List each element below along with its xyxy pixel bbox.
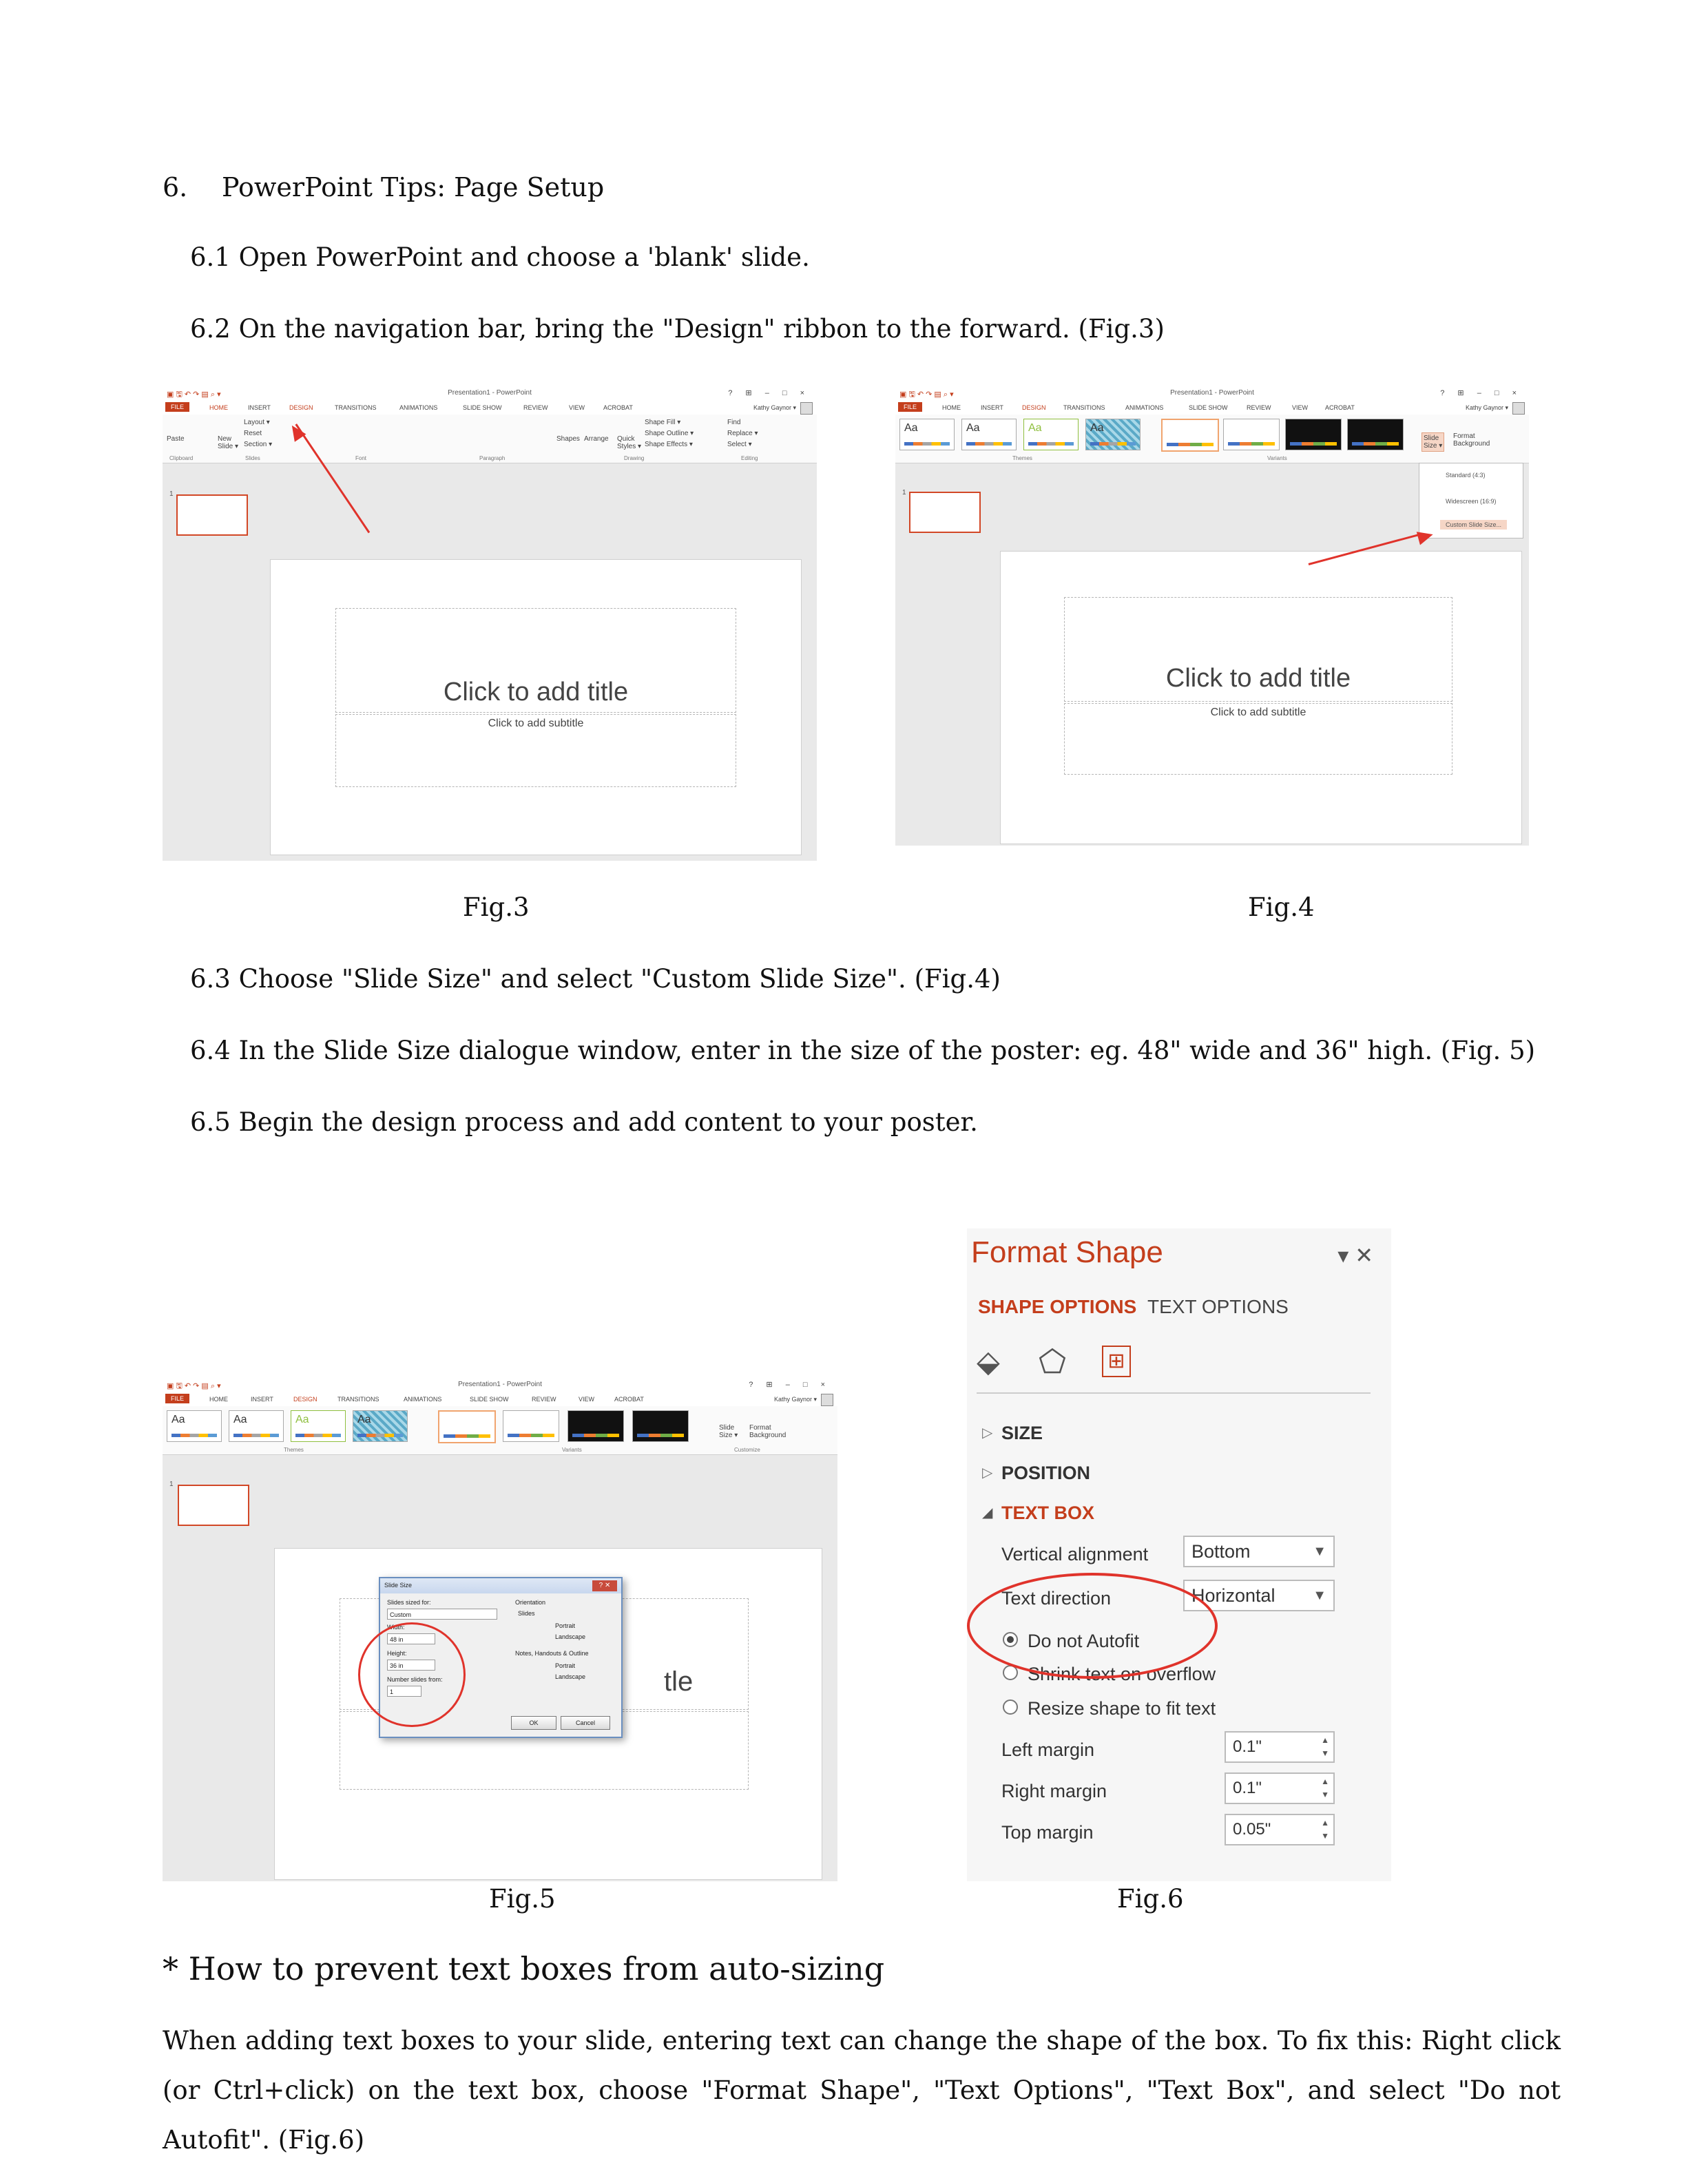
theme-office-2[interactable]: Aa [229, 1410, 284, 1442]
tab-file[interactable]: FILE [165, 402, 189, 412]
tab-review[interactable]: REVIEW [1247, 404, 1271, 411]
effects-icon[interactable]: ⬠ [1039, 1343, 1066, 1379]
title-placeholder[interactable] [335, 608, 736, 713]
quick-styles-button[interactable]: Quick Styles ▾ [617, 435, 642, 450]
chevron-down-icon: ▼ [1313, 1588, 1326, 1603]
avatar[interactable] [1512, 402, 1525, 415]
left-margin-label: Left margin [1001, 1739, 1095, 1760]
section-size[interactable]: SIZE [1001, 1423, 1043, 1443]
group-variants: Variants [562, 1447, 582, 1453]
tab-view[interactable]: VIEW [1292, 404, 1309, 411]
step-6-1: 6.1 Open PowerPoint and choose a 'blank' slide. [190, 242, 810, 272]
fig6-caption: Fig.6 [1117, 1884, 1184, 1914]
quick-access-toolbar[interactable]: ▣ 🖫 ↶ ↷ ▤ ⌕ ▾ [899, 390, 954, 399]
ok-button[interactable]: OK [511, 1716, 556, 1730]
home-ribbon [163, 415, 817, 463]
spinner-arrows-icon[interactable]: ▲ ▼ [1321, 1735, 1329, 1758]
width-field[interactable]: 48 in [387, 1633, 435, 1644]
fig3-caption: Fig.3 [463, 892, 530, 922]
dialog-title-bar [380, 1578, 621, 1593]
annotation-arrowhead [1417, 527, 1435, 545]
resize-shape-radio[interactable] [1003, 1699, 1018, 1715]
tab-home[interactable]: HOME [942, 404, 961, 411]
dialog-close-button[interactable]: ? ✕ [592, 1580, 617, 1591]
avatar[interactable] [800, 402, 813, 415]
variant-1[interactable] [438, 1410, 496, 1443]
tab-slide-show[interactable]: SLIDE SHOW [463, 404, 502, 411]
slide-number: 1 [169, 1481, 174, 1488]
shape-outline-button[interactable]: Shape Outline ▾ [645, 430, 694, 437]
resize-shape-label[interactable]: Resize shape to fit text [1028, 1698, 1216, 1719]
variant-1[interactable] [1161, 419, 1219, 452]
fig5-screenshot [163, 1377, 837, 1881]
fig4-caption: Fig.4 [1248, 892, 1315, 922]
tab-file[interactable]: FILE [898, 402, 922, 412]
theme-office-2[interactable]: Aa [961, 419, 1017, 450]
tab-transitions[interactable]: TRANSITIONS [335, 404, 377, 411]
slide-thumbnail[interactable] [176, 494, 248, 536]
group-editing: Editing [741, 455, 758, 461]
step-6-5: 6.5 Begin the design process and add content to your poster. [190, 1107, 978, 1137]
slide-number: 1 [169, 490, 174, 498]
tab-acrobat[interactable]: ACROBAT [603, 404, 633, 411]
fig5-caption: Fig.5 [489, 1884, 556, 1914]
find-button[interactable]: Find [727, 419, 741, 426]
tab-review[interactable]: REVIEW [532, 1396, 556, 1403]
theme-office[interactable]: Aa [167, 1410, 222, 1442]
window-title: Presentation1 - PowerPoint [458, 1381, 542, 1388]
ribbon-tabs [895, 401, 1529, 415]
pane-controls[interactable]: ▾ ✕ [1337, 1243, 1373, 1268]
group-customize: Customize [734, 1447, 760, 1453]
group-drawing: Drawing [624, 455, 645, 461]
orientation-label: Orientation [515, 1599, 546, 1606]
vertical-alignment-select[interactable]: Bottom ▼ [1183, 1536, 1335, 1567]
slide-canvas[interactable] [270, 559, 802, 855]
user-name[interactable]: Kathy Gaynor ▾ [1465, 404, 1508, 411]
window-controls[interactable]: ? ⊞ – □ × [1440, 389, 1522, 397]
title-placeholder-partial: tle [664, 1666, 694, 1697]
width-label: Width: [387, 1624, 405, 1631]
right-margin-field[interactable]: 0.1" ▲ ▼ [1225, 1772, 1335, 1804]
menu-item-standard[interactable]: Standard (4:3) [1446, 472, 1486, 479]
slide-thumbnail[interactable] [178, 1485, 249, 1526]
top-margin-field[interactable]: 0.05" ▲ ▼ [1225, 1814, 1335, 1845]
menu-item-widescreen[interactable]: Widescreen (16:9) [1446, 498, 1497, 505]
variant-4[interactable] [1347, 419, 1404, 450]
layout-button[interactable]: Layout ▾ [244, 419, 270, 426]
subtitle-placeholder-text: Click to add subtitle [1210, 707, 1306, 718]
subtitle-placeholder[interactable] [335, 714, 736, 787]
slide-number: 1 [902, 489, 906, 496]
group-variants: Variants [1267, 455, 1287, 461]
section-title: PowerPoint Tips: Page Setup [222, 172, 605, 202]
annotation-circle [967, 1573, 1218, 1679]
group-font: Font [355, 455, 367, 461]
tab-text-options[interactable]: TEXT OPTIONS [1147, 1296, 1289, 1317]
paste-button[interactable]: Paste [167, 435, 185, 443]
tab-view[interactable]: VIEW [579, 1396, 595, 1403]
section-button[interactable]: Section ▾ [244, 441, 273, 448]
section-text-box[interactable]: TEXT BOX [1001, 1503, 1095, 1523]
right-margin-label: Right margin [1001, 1781, 1107, 1801]
height-label: Height: [387, 1650, 407, 1657]
tab-slide-show[interactable]: SLIDE SHOW [470, 1396, 509, 1403]
fig3-screenshot [163, 386, 817, 861]
tab-slide-show[interactable]: SLIDE SHOW [1189, 404, 1228, 411]
fig4-screenshot [895, 386, 1529, 846]
left-margin-field[interactable]: 0.1" ▲ ▼ [1225, 1731, 1335, 1763]
title-placeholder-text: Click to add title [1165, 664, 1351, 693]
slide-canvas[interactable] [1000, 551, 1522, 844]
group-themes: Themes [284, 1447, 304, 1453]
tab-file[interactable]: FILE [165, 1394, 189, 1403]
annotation-circle [358, 1622, 466, 1727]
text-direction-select[interactable]: Horizontal ▼ [1183, 1580, 1335, 1611]
user-name[interactable]: Kathy Gaynor ▾ [773, 1396, 817, 1403]
spinner-arrows-icon[interactable]: ▲ ▼ [1321, 1818, 1329, 1841]
slide-size-menu [1419, 463, 1523, 538]
tab-home[interactable]: HOME [209, 1396, 228, 1403]
slide-thumbnail[interactable] [909, 492, 981, 533]
menu-item-custom-slide-size[interactable]: Custom Slide Size... [1440, 520, 1507, 530]
tab-shape-options[interactable]: SHAPE OPTIONS [978, 1296, 1137, 1317]
tab-review[interactable]: REVIEW [523, 404, 548, 411]
group-paragraph: Paragraph [479, 455, 506, 461]
do-not-autofit-label[interactable]: Do not Autofit [1028, 1631, 1140, 1651]
theme-pattern[interactable]: Aa [353, 1410, 408, 1442]
dialog-title: Slide Size [384, 1582, 413, 1589]
title-bar [895, 386, 1529, 401]
variant-4[interactable] [632, 1410, 689, 1442]
quick-access-toolbar[interactable]: ▣ 🖫 ↶ ↷ ▤ ⌕ ▾ [167, 1382, 221, 1390]
group-clipboard: Clipboard [169, 455, 194, 461]
number-from-label: Number slides from: [387, 1676, 443, 1683]
size-properties-icon[interactable]: ⊞ [1102, 1346, 1131, 1377]
design-ribbon [163, 1406, 837, 1455]
slide-size-button[interactable]: Slide Size ▾ [1421, 432, 1444, 452]
tab-animations[interactable]: ANIMATIONS [404, 1396, 442, 1403]
variant-2[interactable] [1223, 419, 1280, 450]
replace-button[interactable]: Replace ▾ [727, 430, 758, 437]
vertical-alignment-label: Vertical alignment [1001, 1544, 1149, 1565]
pane-title: Format Shape [971, 1235, 1163, 1269]
tab-design[interactable]: DESIGN [289, 404, 313, 411]
ribbon-tabs [163, 401, 817, 415]
notes-portrait-option[interactable]: Portrait [555, 1662, 576, 1669]
format-background-button[interactable]: Format Background [749, 1424, 787, 1439]
chevron-down-icon: ▼ [1313, 1544, 1326, 1559]
shape-fill-button[interactable]: Shape Fill ▾ [645, 419, 681, 426]
fill-line-icon[interactable]: ⬙ [977, 1345, 1000, 1379]
format-background-button[interactable]: Format Background [1453, 432, 1490, 448]
divider [977, 1392, 1371, 1394]
position-expand-icon[interactable]: ▷ [982, 1465, 993, 1481]
quick-access-toolbar[interactable]: ▣ 🖫 ↶ ↷ ▤ ⌕ ▾ [167, 390, 221, 399]
theme-facet[interactable]: Aa [291, 1410, 346, 1442]
text-box-collapse-icon[interactable]: ◢ [982, 1505, 993, 1520]
title-bar [163, 1377, 837, 1392]
tab-transitions[interactable]: TRANSITIONS [1063, 404, 1105, 411]
fig6-format-shape-pane [967, 1228, 1391, 1881]
section-position[interactable]: POSITION [1001, 1463, 1091, 1483]
group-slides: Slides [245, 455, 260, 461]
size-expand-icon[interactable]: ▷ [982, 1425, 993, 1441]
ribbon-tabs [163, 1392, 837, 1406]
theme-office[interactable]: Aa [899, 419, 955, 450]
reset-button[interactable]: Reset [244, 430, 262, 437]
select-button[interactable]: Select ▾ [727, 441, 752, 448]
shape-effects-button[interactable]: Shape Effects ▾ [645, 441, 693, 448]
spinner-arrows-icon[interactable]: ▲ ▼ [1321, 1777, 1329, 1799]
tip-heading: * How to prevent text boxes from auto-sizing [163, 1950, 885, 1987]
window-controls[interactable]: ? ⊞ – □ × [749, 1381, 831, 1389]
tab-insert[interactable]: INSERT [981, 404, 1003, 411]
subtitle-placeholder-text: Click to add subtitle [488, 718, 584, 729]
variant-3[interactable] [1285, 419, 1342, 450]
variant-3[interactable] [567, 1410, 624, 1442]
step-6-4: 6.4 In the Slide Size dialogue window, enter in the size of the poster: eg. 48" wide and 36" high. (Fig. 5) [190, 1036, 1536, 1065]
notes-orientation-label: Notes, Handouts & Outline [515, 1650, 589, 1657]
theme-pattern[interactable]: Aa [1085, 419, 1141, 450]
title-bar [163, 386, 817, 401]
title-placeholder[interactable] [1064, 597, 1452, 702]
shrink-text-label[interactable]: Shrink text on overflow [1028, 1664, 1216, 1684]
top-margin-label: Top margin [1001, 1822, 1094, 1843]
tab-insert[interactable]: INSERT [251, 1396, 273, 1403]
new-slide-button[interactable]: New Slide ▾ [218, 435, 239, 450]
slides-landscape-option[interactable]: Landscape [555, 1633, 586, 1640]
window-title: Presentation1 - PowerPoint [1170, 389, 1254, 397]
design-ribbon [895, 415, 1529, 463]
section-number: 6. [163, 172, 188, 202]
variant-2[interactable] [503, 1410, 559, 1442]
slides-portrait-option[interactable]: Portrait [555, 1622, 576, 1629]
shapes-button[interactable]: Shapes [556, 435, 580, 443]
title-placeholder-text: Click to add title [443, 678, 629, 707]
window-controls[interactable]: ? ⊞ – □ × [728, 389, 810, 397]
tab-insert[interactable]: INSERT [248, 404, 271, 411]
tab-acrobat[interactable]: ACROBAT [1325, 404, 1355, 411]
notes-landscape-option[interactable]: Landscape [555, 1673, 586, 1680]
tab-design[interactable]: DESIGN [1022, 404, 1046, 411]
text-direction-label: Text direction [1001, 1588, 1112, 1609]
tab-animations[interactable]: ANIMATIONS [1125, 404, 1164, 411]
slide-size-button[interactable]: Slide Size ▾ [719, 1424, 738, 1439]
arrange-button[interactable]: Arrange [584, 435, 609, 443]
avatar[interactable] [821, 1394, 833, 1406]
sized-for-label: Slides sized for: [387, 1599, 431, 1606]
number-from-field[interactable]: 1 [387, 1686, 421, 1697]
height-field[interactable]: 36 in [387, 1660, 435, 1671]
step-6-2: 6.2 On the navigation bar, bring the "Design" ribbon to the forward. (Fig.3) [190, 314, 1165, 344]
tab-animations[interactable]: ANIMATIONS [399, 404, 438, 411]
step-6-3: 6.3 Choose "Slide Size" and select "Custom Slide Size". (Fig.4) [190, 964, 1001, 994]
sized-for-select[interactable]: Custom [387, 1609, 497, 1620]
cancel-button[interactable]: Cancel [561, 1716, 610, 1730]
window-title: Presentation1 - PowerPoint [448, 389, 532, 397]
subtitle-placeholder[interactable] [1064, 703, 1452, 775]
tab-design[interactable]: DESIGN [293, 1396, 317, 1403]
tip-body: When adding text boxes to your slide, entering text can change the shape of the box. To fix this: Right click (or Ctrl+click) on the text box, choose "Format Shape", "Text Options", "Text Box", and select "Do not Autofit". (Fig.6) [163, 2026, 1561, 2155]
user-name[interactable]: Kathy Gaynor ▾ [753, 404, 796, 411]
slides-orientation-label: Slides [518, 1610, 535, 1617]
tab-view[interactable]: VIEW [569, 404, 585, 411]
tab-acrobat[interactable]: ACROBAT [614, 1396, 644, 1403]
theme-facet[interactable]: Aa [1023, 419, 1079, 450]
tab-transitions[interactable]: TRANSITIONS [337, 1396, 379, 1403]
group-themes: Themes [1012, 455, 1032, 461]
tab-home[interactable]: HOME [209, 404, 228, 411]
